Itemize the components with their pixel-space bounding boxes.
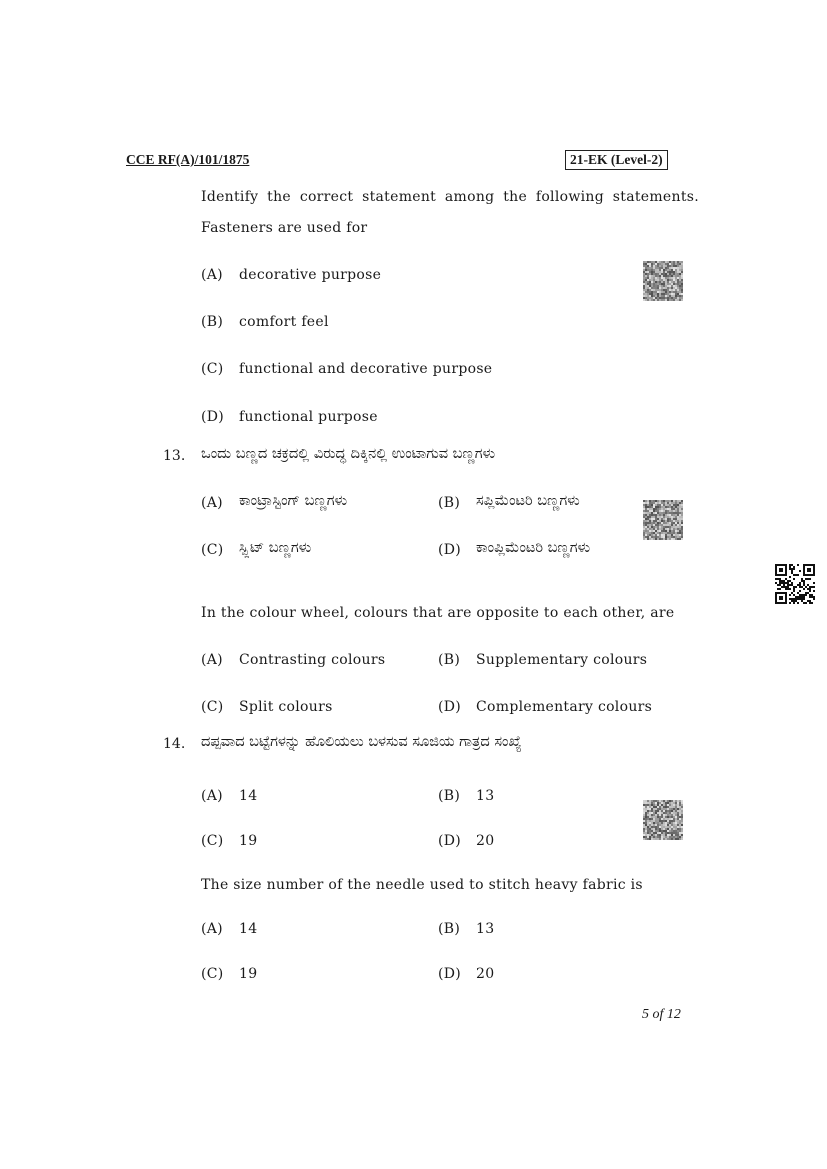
q13-stem-en: In the colour wheel, colours that are opposite to each other, are — [201, 605, 675, 621]
q14-kn-option-a-label: (A) — [201, 788, 223, 804]
q12-option-c-label: (C) — [201, 361, 224, 377]
q14-stem-en: The size number of the needle used to stitch heavy fabric is — [201, 877, 643, 893]
paper-code-box: 21-EK (Level-2) — [565, 150, 668, 170]
noise-pattern-icon — [643, 261, 683, 301]
q14-kn-option-c-label: (C) — [201, 833, 224, 849]
q12-option-d-label: (D) — [201, 409, 225, 425]
q14-en-option-b-label: (B) — [438, 921, 461, 937]
q13-en-option-b-text: Supplementary colours — [476, 652, 648, 668]
q13-kn-option-c-label: (C) — [201, 542, 224, 558]
q13-en-option-c-label: (C) — [201, 699, 224, 715]
exam-code: CCE RF(A)/101/1875 — [126, 152, 250, 167]
q13-kn-option-b-label: (B) — [438, 495, 461, 511]
q12-stem-line2: Fasteners are used for — [201, 220, 368, 236]
q13-kn-option-c-text: ಸ್ಪ್ಲಿಟ್ ಬಣ್ಣಗಳು — [239, 540, 312, 556]
q12-option-a-label: (A) — [201, 267, 223, 283]
q14-kn-option-c-text: 19 — [239, 833, 258, 849]
q13-en-option-b-label: (B) — [438, 652, 461, 668]
q14-kn-option-d-label: (D) — [438, 833, 462, 849]
q13-en-option-a-label: (A) — [201, 652, 223, 668]
q12-stem-line1: Identify the correct statement among the following statements. — [201, 189, 699, 205]
q13-stem-kn: ಒಂದು ಬಣ್ಣದ ಚಕ್ರದಲ್ಲಿ ವಿರುದ್ಧ ದಿಕ್ಕಿನಲ್ಲಿ ಉಂಟಾಗುವ ಬಣ್ಣಗಳು — [201, 446, 496, 462]
q12-option-b-label: (B) — [201, 314, 224, 330]
q13-en-option-d-label: (D) — [438, 699, 462, 715]
q14-en-option-c-text: 19 — [239, 966, 258, 982]
q14-en-option-b-text: 13 — [476, 921, 495, 937]
q13-kn-option-d-text: ಕಾಂಪ್ಲಿಮೆಂಟರಿ ಬಣ್ಣಗಳು — [476, 540, 591, 556]
noise-pattern-icon — [643, 500, 683, 540]
qr-code-icon — [775, 564, 815, 604]
q13-en-option-a-text: Contrasting colours — [239, 652, 386, 668]
page-number: 5 of 12 — [642, 1007, 681, 1022]
q12-option-c-text: functional and decorative purpose — [239, 361, 493, 377]
q12-option-b-text: comfort feel — [239, 314, 329, 330]
noise-pattern-icon — [643, 800, 683, 840]
q13-kn-option-a-text: ಕಾಂಟ್ರಾಸ್ಟಿಂಗ್ ಬಣ್ಣಗಳು — [239, 493, 348, 509]
q13-kn-option-a-label: (A) — [201, 495, 223, 511]
q14-number: 14. — [163, 736, 186, 752]
q14-kn-option-b-label: (B) — [438, 788, 461, 804]
q14-kn-option-b-text: 13 — [476, 788, 495, 804]
q14-kn-option-a-text: 14 — [239, 788, 258, 804]
q13-number: 13. — [163, 448, 186, 464]
q14-en-option-c-label: (C) — [201, 966, 224, 982]
q13-en-option-d-text: Complementary colours — [476, 699, 653, 715]
q14-en-option-d-text: 20 — [476, 966, 495, 982]
q12-option-a-text: decorative purpose — [239, 267, 382, 283]
q14-en-option-a-text: 14 — [239, 921, 258, 937]
q14-en-option-d-label: (D) — [438, 966, 462, 982]
q14-en-option-a-label: (A) — [201, 921, 223, 937]
q14-stem-kn: ದಪ್ಪವಾದ ಬಟ್ಟೆಗಳನ್ನು ಹೊಲಿಯಲು ಬಳಸುವ ಸೂಜಿಯ ಗಾತ್ರದ ಸಂಖ್ಯೆ — [201, 734, 522, 750]
q13-kn-option-d-label: (D) — [438, 542, 462, 558]
q13-kn-option-b-text: ಸಪ್ಲಿಮೆಂಟರಿ ಬಣ್ಣಗಳು — [476, 493, 580, 509]
q13-en-option-c-text: Split colours — [239, 699, 333, 715]
q12-option-d-text: functional purpose — [239, 409, 378, 425]
q14-kn-option-d-text: 20 — [476, 833, 495, 849]
